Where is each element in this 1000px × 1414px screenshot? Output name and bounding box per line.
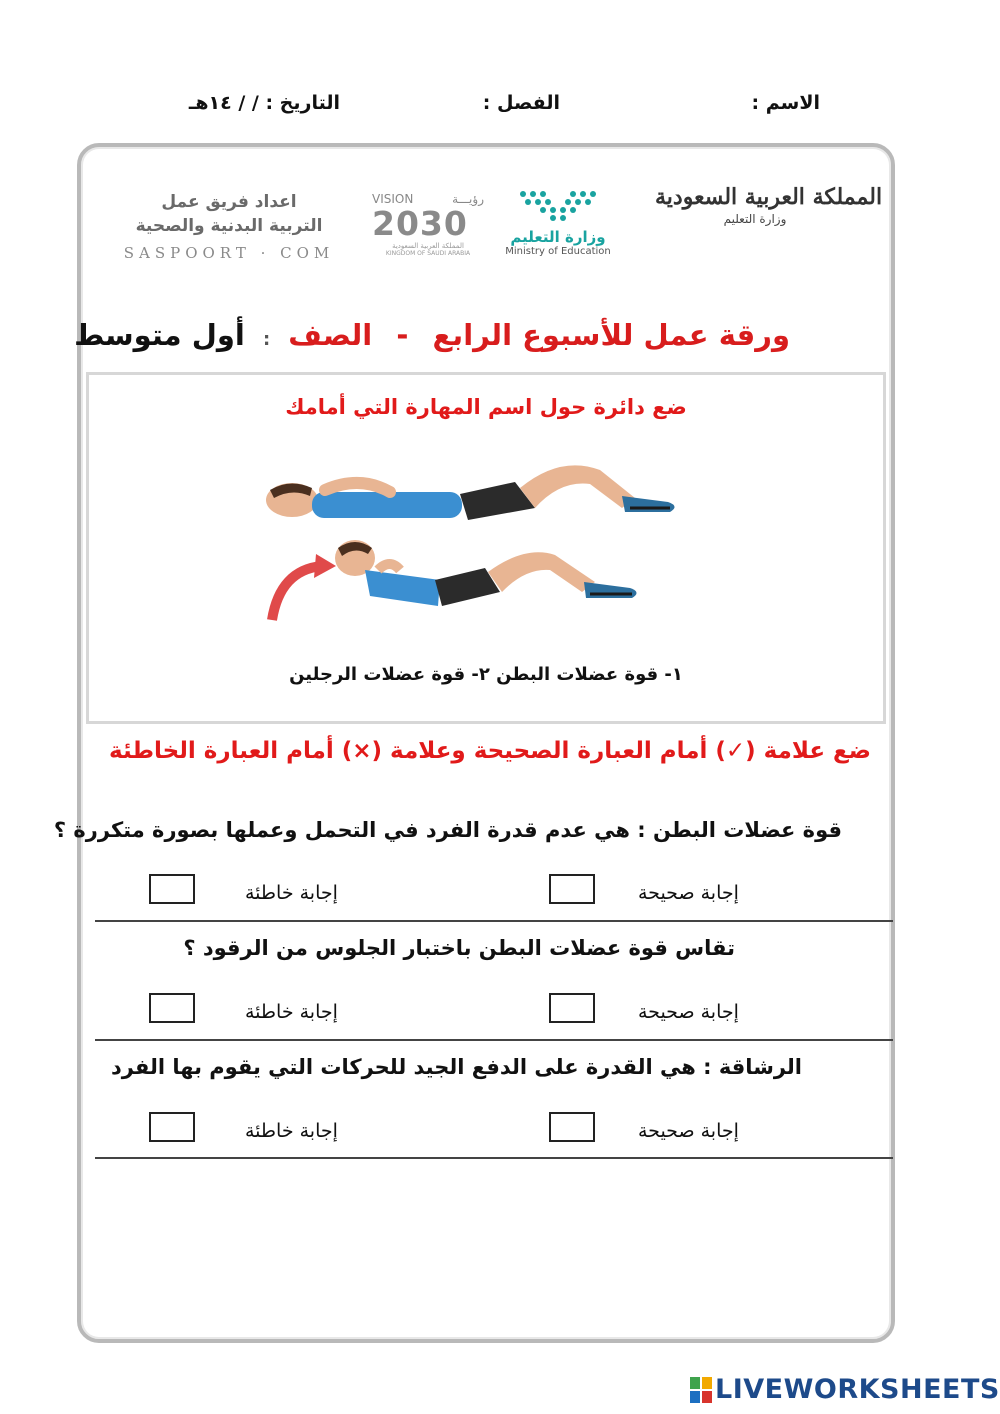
kingdom-logo [655, 184, 883, 226]
date-label: التاريخ : / / ١٤هـ [188, 92, 340, 114]
title-dash: - [396, 318, 409, 352]
worksheet-title [74, 318, 790, 352]
q2-false-label: إجابة خاطئة [245, 1001, 338, 1023]
situp-illustration [250, 450, 730, 640]
title-grade-value: أول متوسط [74, 318, 245, 352]
name-label: الاسم : [751, 92, 820, 114]
moe-logo [488, 188, 628, 257]
liveworksheets-logo-icon [690, 1377, 712, 1403]
team-line-2: التربية البدنية والصحية [135, 216, 323, 236]
q3-true-checkbox[interactable] [549, 1112, 595, 1142]
class-label: الفصل : [482, 92, 560, 114]
vision-word: VISION [372, 192, 414, 206]
divider-1 [95, 920, 893, 922]
q3-false-label: إجابة خاطئة [245, 1120, 338, 1142]
liveworksheets-brand [690, 1374, 1000, 1405]
moe-arabic: وزارة التعليم [510, 228, 606, 246]
question-2: تقاس قوة عضلات البطن باختبار الجلوس من الرقود ؟ [183, 936, 735, 960]
vision-sub-en: KINGDOM OF SAUDI ARABIA [385, 250, 471, 257]
question-3: الرشاقة : هي القدرة على الدفع الجيد للحركات التي يقوم بها الفرد [111, 1055, 802, 1079]
question-1: قوة عضلات البطن : هي عدم قدرة الفرد في التحمل وعملها بصورة متكررة ؟ [53, 818, 842, 842]
title-week: ورقة عمل للأسبوع الرابع [432, 318, 790, 352]
divider-2 [95, 1039, 893, 1041]
tf-heading: ضع علامة (✓) أمام العبارة الصحيحة وعلامة (×) أمام العبارة الخاطئة [109, 738, 871, 764]
situp-figure-icon [272, 540, 637, 620]
divider-3 [95, 1157, 893, 1159]
skill-options[interactable]: ١- قوة عضلات البطن ٢- قوة عضلات الرجلين [289, 664, 683, 685]
liveworksheets-text: LIVEWORKSHEETS [715, 1374, 1000, 1405]
skill-heading: ضع دائرة حول اسم المهارة التي أمامك [285, 395, 687, 419]
q2-true-checkbox[interactable] [549, 993, 595, 1023]
q1-false-checkbox[interactable] [149, 874, 195, 904]
title-grade-label: الصف [288, 318, 373, 352]
moe-english: Ministry of Education [505, 246, 611, 257]
team-line-1: اعداد فريق عمل [161, 192, 297, 212]
team-site: SASPOORT · COM [123, 244, 335, 262]
q2-false-checkbox[interactable] [149, 993, 195, 1023]
vision-2030-logo [372, 192, 484, 257]
q3-true-label: إجابة صحيحة [638, 1120, 739, 1142]
kingdom-text: المملكة العربية السعودية [655, 184, 883, 210]
kingdom-subtext: وزارة التعليم [723, 212, 787, 226]
q1-false-label: إجابة خاطئة [245, 882, 338, 904]
q2-true-label: إجابة صحيحة [638, 1001, 739, 1023]
vision-year: 2030 [372, 204, 468, 243]
q1-true-checkbox[interactable] [549, 874, 595, 904]
moe-dots-icon [513, 188, 603, 224]
q1-true-label: إجابة صحيحة [638, 882, 739, 904]
vision-sub-ar: المملكة العربية السعودية [392, 242, 464, 250]
vision-arabic: رؤيـــة [452, 192, 484, 206]
team-credit [118, 192, 340, 262]
q3-false-checkbox[interactable] [149, 1112, 195, 1142]
lying-figure-icon [266, 465, 675, 520]
title-colon: : [262, 329, 271, 350]
